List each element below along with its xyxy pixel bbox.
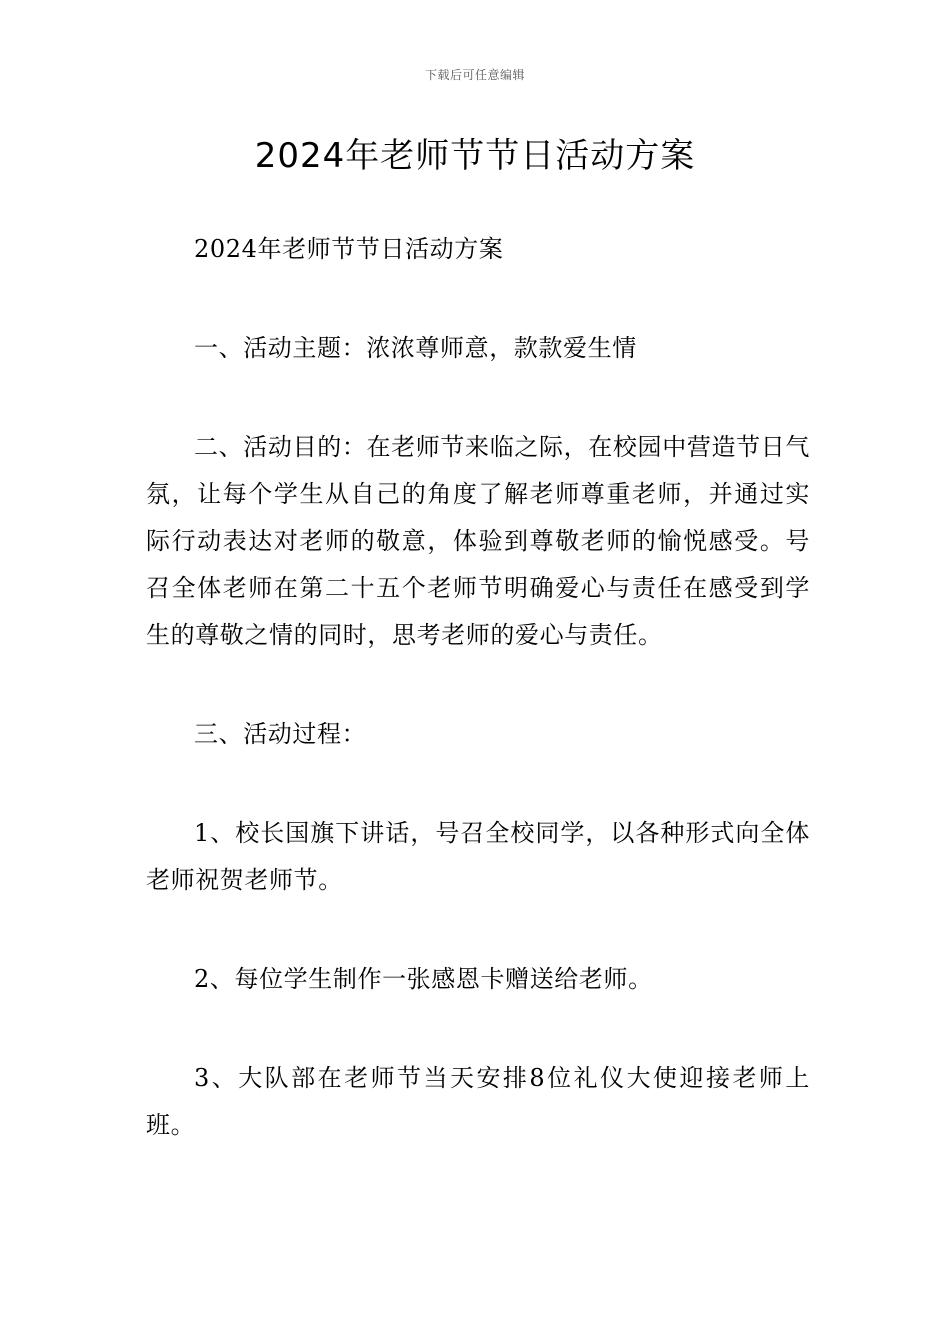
paragraph-step-2: 2、每位学生制作一张感恩卡赠送给老师。	[194, 965, 653, 993]
paragraph-subtitle: 2024年老师节节日活动方案	[194, 235, 504, 263]
paragraph-step-1: 1、校长国旗下讲话，号召全校同学，以各种形式向全体老师祝贺老师节。	[146, 819, 810, 894]
document-body	[146, 226, 810, 1201]
paragraph-theme: 一、活动主题：浓浓尊师意，款款爱生情	[194, 334, 637, 362]
paragraph-step-3: 3、大队部在老师节当天安排8位礼仪大使迎接老师上班。	[146, 1064, 810, 1139]
header-note: 下载后可任意编辑	[424, 68, 525, 82]
paragraph-process-heading: 三、活动过程：	[194, 720, 367, 748]
paragraph-purpose: 二、活动目的：在老师节来临之际，在校园中营造节日气氛，让每个学生从自己的角度了解老师尊重老师，并通过实际行动表达对老师的敬意，体验到尊敬老师的愉悦感受。号召全体老师在第二十五个老师节明确爱心与责任在感受到学生的尊敬之情的同时，思考老师的爱心与责任。	[146, 433, 810, 649]
document-title: 2024年老师节节日活动方案	[254, 136, 696, 176]
